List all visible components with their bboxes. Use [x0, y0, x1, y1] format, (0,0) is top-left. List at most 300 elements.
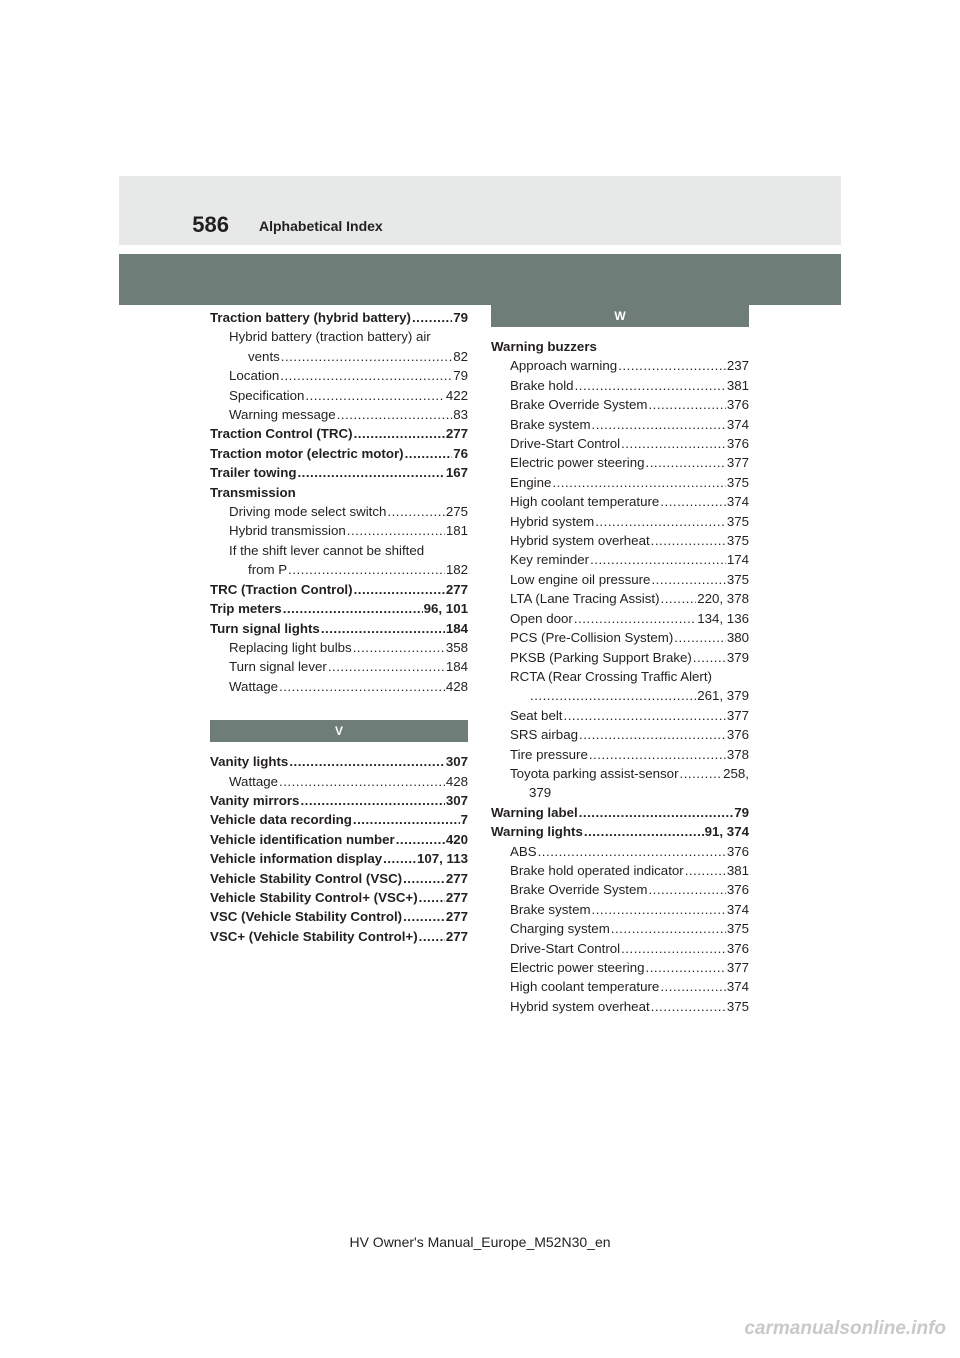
dot-leader	[387, 502, 444, 521]
dot-leader	[660, 492, 726, 511]
dot-leader	[305, 386, 444, 405]
dot-leader	[280, 366, 452, 385]
index-term: Brake system	[510, 901, 591, 917]
index-line	[229, 560, 468, 579]
index-subentry	[491, 997, 749, 1016]
index-entry	[491, 337, 749, 356]
dot-leader	[538, 842, 726, 861]
index-subentry	[491, 977, 749, 996]
index-line	[510, 648, 749, 667]
page-ref: 174	[726, 552, 749, 568]
index-line	[210, 599, 468, 618]
index-line	[229, 772, 468, 791]
dot-leader	[579, 803, 734, 822]
index-entry	[210, 927, 468, 946]
index-line	[510, 900, 749, 919]
index-group-w	[491, 337, 749, 1016]
page-footer: HV Owner's Manual_Europe_M52N30_en	[349, 1234, 611, 1250]
index-line	[510, 453, 749, 472]
index-subentry	[491, 861, 749, 880]
index-subentry	[491, 919, 749, 938]
page-ref: 7	[460, 812, 468, 828]
index-subentry	[491, 745, 749, 764]
index-subentry	[491, 609, 749, 628]
dot-leader	[279, 772, 445, 791]
dot-leader	[405, 444, 453, 463]
page-ref: 376	[726, 940, 749, 956]
page-ref: 381	[726, 862, 749, 878]
dot-leader	[354, 580, 445, 599]
dot-leader	[621, 939, 726, 958]
page-ref: 374	[726, 494, 749, 510]
index-subentry	[210, 638, 468, 657]
index-term: RCTA (Rear Crossing Traffic Alert)	[510, 668, 712, 684]
page-ref: 107, 113	[416, 851, 468, 867]
index-entry	[210, 580, 468, 599]
index-line	[510, 686, 749, 705]
index-line	[210, 752, 468, 771]
page-ref: 184	[445, 620, 468, 636]
index-term: Wattage	[229, 678, 279, 694]
index-subentry	[491, 492, 749, 511]
index-line	[229, 657, 468, 676]
page-ref: 375	[726, 513, 749, 529]
index-term: Traction motor (electric motor)	[210, 445, 404, 461]
index-entry	[210, 619, 468, 638]
index-line	[229, 405, 468, 424]
index-line	[210, 791, 468, 810]
index-line	[210, 580, 468, 599]
index-line	[229, 521, 468, 540]
index-term: Drive-Start Control	[510, 940, 621, 956]
index-entry	[210, 308, 468, 327]
index-entry	[210, 810, 468, 829]
index-term: Engine	[510, 474, 552, 490]
dot-leader	[651, 531, 726, 550]
index-subentry	[491, 512, 749, 531]
index-term: from P	[248, 562, 288, 578]
dot-leader	[592, 415, 726, 434]
index-term: Tire pressure	[510, 746, 588, 762]
page-ref: 374	[726, 416, 749, 432]
page-ref: 277	[445, 928, 468, 944]
index-term: Wattage	[229, 773, 279, 789]
index-term: Traction battery (hybrid battery)	[210, 310, 411, 325]
page-ref: 167	[445, 465, 468, 481]
dot-leader	[674, 628, 726, 647]
index-entry	[491, 822, 749, 841]
dot-leader	[575, 376, 726, 395]
index-term: VSC (Vehicle Stability Control)	[210, 909, 403, 925]
index-line	[510, 531, 749, 550]
index-subentry	[210, 405, 468, 424]
page-ref: 261, 379	[697, 688, 749, 704]
page-ref: 277	[445, 889, 468, 905]
page-ref: 376	[726, 436, 749, 452]
page-ref: 184	[445, 659, 468, 675]
index-subentry	[210, 327, 468, 366]
index-line	[229, 386, 468, 405]
page-ref: 378	[726, 746, 749, 762]
index-entry	[210, 888, 468, 907]
index-term: Warning lights	[491, 824, 583, 840]
index-entry	[210, 599, 468, 618]
index-term: PCS (Pre-Collision System)	[510, 630, 674, 646]
index-subentry	[491, 667, 749, 706]
dot-leader	[396, 830, 445, 849]
index-subentry	[491, 900, 749, 919]
index-line	[510, 512, 749, 531]
index-line	[491, 803, 749, 822]
index-term: Turn signal lights	[210, 620, 320, 636]
index-line	[510, 958, 749, 977]
index-line	[510, 842, 749, 861]
index-term: If the shift lever cannot be shifted	[229, 542, 425, 558]
page-ref: 277	[445, 426, 468, 442]
index-term: Toyota parking assist-sensor	[510, 765, 679, 781]
index-subentry	[491, 395, 749, 414]
page-ref: 380	[726, 630, 749, 646]
page-ref: 79	[453, 368, 468, 384]
index-line	[510, 939, 749, 958]
page-ref: 182	[445, 562, 468, 578]
page-ref: 381	[726, 377, 749, 393]
dot-leader	[579, 725, 726, 744]
page-ref: 79	[453, 310, 468, 325]
index-line	[510, 919, 749, 938]
index-group-v	[210, 752, 468, 946]
index-subentry	[491, 589, 749, 608]
index-term: Hybrid battery (traction battery) air	[229, 329, 431, 345]
dot-leader	[403, 907, 445, 926]
index-entry	[491, 803, 749, 822]
index-term: Hybrid system overheat	[510, 998, 650, 1014]
index-term: VSC+ (Vehicle Stability Control+)	[210, 928, 418, 944]
index-subentry	[210, 386, 468, 405]
dot-leader	[680, 764, 723, 783]
watermark: carmanualsonline.info	[744, 1318, 946, 1339]
dot-leader	[354, 424, 445, 443]
dot-leader	[648, 880, 725, 899]
dot-leader	[300, 791, 444, 810]
dot-leader	[353, 638, 445, 657]
page-ref: 76	[453, 445, 468, 461]
page-ref: 377	[726, 707, 749, 723]
index-subentry	[210, 772, 468, 791]
dot-leader	[297, 463, 444, 482]
index-subentry	[491, 628, 749, 647]
index-column-right	[491, 308, 749, 1016]
index-subentry	[491, 376, 749, 395]
index-entry	[210, 752, 468, 771]
page-ref: 374	[726, 979, 749, 995]
index-line	[510, 376, 749, 395]
dot-leader	[693, 648, 726, 667]
page-ref: 422	[445, 387, 468, 403]
index-line	[510, 706, 749, 725]
dot-leader	[347, 521, 445, 540]
section-header-v: V	[210, 720, 468, 742]
index-term: Open door	[510, 610, 573, 626]
index-entry	[210, 463, 468, 482]
dot-leader	[281, 347, 452, 366]
index-group-t	[210, 308, 468, 696]
page-ref: 258,	[723, 765, 749, 781]
dot-leader	[328, 657, 445, 676]
index-term: Seat belt	[510, 707, 563, 723]
index-line	[210, 424, 468, 443]
index-term: High coolant temperature	[510, 979, 660, 995]
page-ref: 83	[453, 407, 468, 423]
index-term: Warning message	[229, 407, 336, 423]
index-line	[229, 677, 468, 696]
index-term: Brake hold operated indicator	[510, 862, 684, 878]
index-term: Vehicle identification number	[210, 831, 395, 847]
index-term: Approach warning	[510, 358, 618, 374]
index-term: Electric power steering	[510, 455, 645, 471]
page-ref: 375	[726, 474, 749, 490]
index-line	[210, 888, 468, 907]
index-term: Vehicle information display	[210, 851, 383, 867]
page-ref: 134, 136	[697, 610, 749, 626]
index-term: Vanity lights	[210, 754, 289, 770]
page-ref: 307	[445, 754, 468, 770]
dot-leader	[584, 822, 704, 841]
index-line	[510, 570, 749, 589]
index-term: Turn signal lever	[229, 659, 327, 675]
dot-leader	[685, 861, 726, 880]
dot-leader	[353, 810, 460, 829]
index-line	[210, 907, 468, 926]
index-line	[510, 977, 749, 996]
index-subentry	[210, 541, 468, 580]
index-term: Vehicle Stability Control (VSC)	[210, 870, 403, 886]
index-subentry	[491, 434, 749, 453]
page-ref: 376	[726, 843, 749, 859]
index-term: Vehicle data recording	[210, 812, 352, 828]
dot-leader	[590, 550, 726, 569]
page-ref: 277	[445, 909, 468, 925]
dot-leader	[279, 677, 445, 696]
index-term: Brake Override System	[510, 882, 648, 898]
page-ref: 181	[445, 523, 468, 539]
index-term: Vehicle Stability Control+ (VSC+)	[210, 889, 418, 905]
page-ref: 379	[726, 649, 749, 665]
header-band	[119, 254, 841, 305]
page-ref: 376	[726, 397, 749, 413]
index-line	[510, 356, 749, 375]
index-subentry	[491, 648, 749, 667]
index-term: PKSB (Parking Support Brake)	[510, 649, 692, 665]
page-ref: 375	[726, 571, 749, 587]
index-line	[510, 434, 749, 453]
index-entry	[210, 830, 468, 849]
index-subentry	[491, 880, 749, 899]
index-line	[510, 473, 749, 492]
page-ref: 277	[445, 870, 468, 886]
dot-leader	[419, 927, 445, 946]
dot-leader	[595, 512, 726, 531]
index-line	[210, 308, 468, 327]
index-line	[229, 347, 468, 366]
page-ref: 375	[726, 921, 749, 937]
index-term: Brake system	[510, 416, 591, 432]
page-ref: 307	[445, 792, 468, 808]
index-term: Warning label	[491, 804, 578, 820]
dot-leader	[651, 997, 726, 1016]
index-entry	[210, 791, 468, 810]
index-line	[229, 502, 468, 521]
page-ref: 277	[445, 581, 468, 597]
dot-leader	[412, 308, 452, 327]
index-term: Brake hold	[510, 377, 574, 393]
index-line	[510, 628, 749, 647]
index-column-left	[210, 308, 468, 946]
index-subentry	[491, 939, 749, 958]
index-entry	[210, 907, 468, 926]
index-line	[510, 589, 749, 608]
index-term: High coolant temperature	[510, 494, 660, 510]
page-ref: 375	[726, 533, 749, 549]
index-term: TRC (Traction Control)	[210, 581, 353, 597]
index-subentry	[491, 356, 749, 375]
index-subentry	[210, 366, 468, 385]
index-entry	[210, 483, 468, 502]
index-subentry	[491, 473, 749, 492]
index-term: Key reminder	[510, 552, 590, 568]
index-term: Low engine oil pressure	[510, 571, 651, 587]
index-line	[210, 483, 468, 502]
page-ref: 237	[726, 358, 749, 374]
index-line	[210, 869, 468, 888]
index-subentry	[210, 657, 468, 676]
index-subentry	[210, 502, 468, 521]
page-ref: 376	[726, 727, 749, 743]
page-ref: 420	[445, 831, 468, 847]
index-entry	[210, 869, 468, 888]
index-term: Driving mode select switch	[229, 504, 387, 520]
index-subentry	[491, 531, 749, 550]
dot-leader	[289, 752, 444, 771]
index-term: Vanity mirrors	[210, 792, 300, 808]
page-ref: 375	[726, 998, 749, 1014]
dot-leader	[288, 560, 445, 579]
index-term: Specification	[229, 387, 305, 403]
section-header-w: W	[491, 305, 749, 327]
index-line	[510, 609, 749, 628]
index-line	[510, 764, 749, 783]
page-header	[119, 176, 841, 245]
dot-leader	[611, 919, 726, 938]
index-term: vents	[248, 348, 280, 364]
index-subentry	[491, 764, 749, 803]
index-line	[510, 861, 749, 880]
page-ref: 374	[726, 901, 749, 917]
page-ref: 91, 374	[704, 824, 749, 840]
page-ref: 358	[445, 639, 468, 655]
page-ref: 275	[445, 504, 468, 520]
index-line	[491, 337, 749, 356]
index-term: LTA (Lane Tracing Assist)	[510, 591, 660, 607]
dot-leader	[621, 434, 726, 453]
index-term: Charging system	[510, 921, 610, 937]
page-ref: 96, 101	[423, 601, 468, 617]
dot-leader	[419, 888, 445, 907]
index-entry	[210, 424, 468, 443]
index-subentry	[491, 958, 749, 977]
dot-leader	[646, 958, 726, 977]
dot-leader	[592, 900, 726, 919]
index-line	[510, 745, 749, 764]
index-term: Replacing light bulbs	[229, 639, 352, 655]
page-ref: 428	[445, 773, 468, 789]
index-line	[210, 810, 468, 829]
index-line	[210, 444, 468, 463]
page-ref: 376	[726, 882, 749, 898]
dot-leader	[651, 570, 725, 589]
dot-leader	[574, 609, 696, 628]
index-line	[229, 366, 468, 385]
page-ref: 379	[529, 785, 552, 801]
index-line	[510, 492, 749, 511]
index-subentry	[491, 550, 749, 569]
index-line	[510, 550, 749, 569]
index-line	[510, 415, 749, 434]
page-ref: 79	[734, 804, 749, 820]
dot-leader	[530, 686, 696, 705]
dot-leader	[283, 599, 423, 618]
dot-leader	[648, 395, 725, 414]
index-term: SRS airbag	[510, 727, 578, 743]
index-line	[510, 395, 749, 414]
page-ref: 377	[726, 960, 749, 975]
index-line	[510, 880, 749, 899]
index-subentry	[210, 677, 468, 696]
index-term: Electric power steering	[510, 960, 645, 975]
dot-leader	[646, 453, 726, 472]
index-term: Hybrid system overheat	[510, 533, 650, 549]
index-term: Trip meters	[210, 601, 282, 617]
page-title: Alphabetical Index	[259, 218, 383, 234]
dot-leader	[589, 745, 726, 764]
dot-leader	[552, 473, 725, 492]
page-number: 586	[192, 212, 229, 237]
dot-leader	[618, 356, 726, 375]
index-term: ABS	[510, 843, 537, 859]
index-subentry	[491, 453, 749, 472]
index-term: Traction Control (TRC)	[210, 426, 353, 442]
index-subentry	[491, 570, 749, 589]
index-entry	[210, 444, 468, 463]
index-line	[210, 927, 468, 946]
dot-leader	[383, 849, 416, 868]
index-subentry	[491, 706, 749, 725]
index-term: Warning buzzers	[491, 339, 597, 354]
index-subentry	[491, 415, 749, 434]
index-subentry	[491, 842, 749, 861]
dot-leader	[660, 977, 726, 996]
page-ref: 377	[726, 455, 749, 471]
index-line	[229, 638, 468, 657]
page-ref: 220, 378	[697, 591, 749, 607]
index-subentry	[491, 725, 749, 744]
index-term: Trailer towing	[210, 465, 297, 481]
index-term: Hybrid transmission	[229, 523, 346, 539]
page-ref: 82	[453, 348, 468, 364]
index-entry	[210, 849, 468, 868]
page-ref: 428	[445, 678, 468, 694]
index-line	[210, 830, 468, 849]
